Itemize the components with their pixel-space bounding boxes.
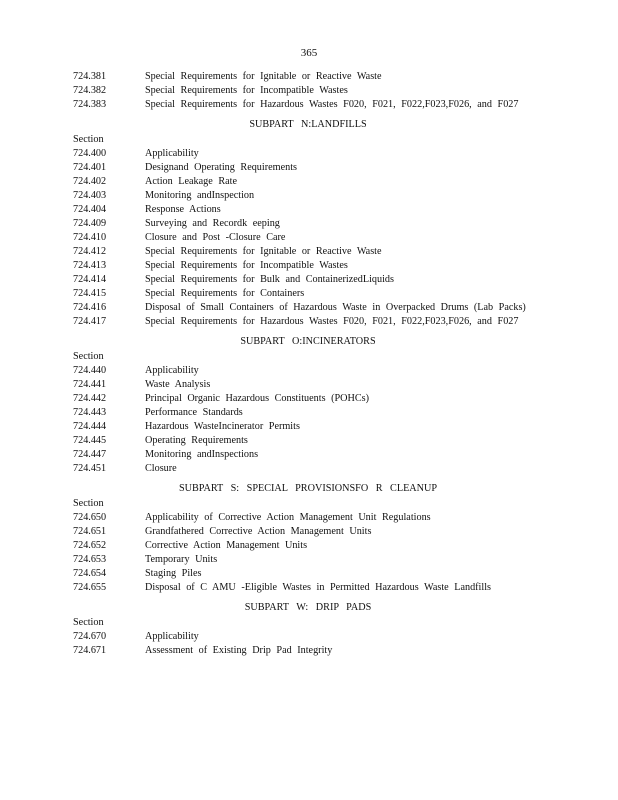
section-number: 724.447 [73,449,107,460]
section-title: Monitoring andInspection [145,190,255,201]
toc-entry [73,217,533,231]
section-number: 724.653 [73,554,107,565]
subpart-heading: SUBPART W: DRIP PADS [244,602,372,613]
toc-entry [73,511,533,525]
section-title: Closure [145,463,177,474]
toc-entry [73,175,533,189]
section-label: Section [73,498,104,509]
section-number: 724.671 [73,645,107,656]
section-title: Applicability [145,148,199,159]
toc-entry [73,301,533,315]
section-title: Applicability [145,631,199,642]
section-number: 724.383 [73,99,107,110]
section-number: 724.655 [73,582,107,593]
section-title: Action Leakage Rate [145,176,237,187]
section-title: Special Requirements for Incompatible Wastes [145,85,348,96]
section-number: 724.445 [73,435,107,446]
section-number: 724.401 [73,162,107,173]
toc-entry [73,392,533,406]
section-label: Section [73,134,104,145]
section-title: Principal Organic Hazardous Constituents (POHCs) [145,393,370,404]
section-title: Monitoring andInspections [145,449,259,460]
section-title: Hazardous WasteIncinerator Permits [145,421,300,432]
section-number: 724.451 [73,463,107,474]
subparts [73,118,533,658]
section-number: 724.412 [73,246,107,257]
section-number: 724.414 [73,274,107,285]
toc-entry [73,287,533,301]
section-title: Special Requirements for Containers [145,288,305,299]
toc-entry [73,420,533,434]
toc-entry [73,98,533,112]
section-number: 724.410 [73,232,107,243]
toc-entry [73,315,533,329]
section-title: Temporary Units [145,554,218,565]
section-number: 724.650 [73,512,107,523]
section-number: 724.416 [73,302,107,313]
section-title: Special Requirements for Ignitable or Reactive Waste [145,246,382,257]
section-title: Applicability of Corrective Action Management Unit Regulations [145,512,431,523]
toc-entry [73,630,533,644]
toc-entry [73,406,533,420]
toc-entry [73,364,533,378]
table-of-contents [73,70,533,658]
section-title: Disposal of Small Containers of Hazardous Waste in Overpacked Drums (Lab Packs) [145,302,526,313]
toc-entry [73,259,533,273]
section-title: Operating Requirements [145,435,248,446]
section-number: 724.442 [73,393,107,404]
section-title: Applicability [145,365,199,376]
toc-entry [73,553,533,567]
toc-entry [73,644,533,658]
subpart-heading: SUBPART S: SPECIAL PROVISIONSFO R CLEANUP [178,483,438,494]
section-number: 724.670 [73,631,107,642]
section-number: 724.415 [73,288,107,299]
section-title: Designand Operating Requirements [145,162,297,173]
toc-entry [73,231,533,245]
section-number: 724.440 [73,365,107,376]
section-number: 724.417 [73,316,107,327]
section-number: 724.409 [73,218,107,229]
page-number: 365 [300,47,318,59]
section-number: 724.400 [73,148,107,159]
section-title: Special Requirements for Incompatible Wastes [145,260,348,271]
toc-entry [73,448,533,462]
toc-entry [73,567,533,581]
section-title: Corrective Action Management Units [145,540,308,551]
section-title: Special Requirements for Ignitable or Reactive Waste [145,71,382,82]
toc-entry [73,539,533,553]
section-number: 724.441 [73,379,107,390]
section-title: Grandfathered Corrective Action Management Units [145,526,372,537]
section-number: 724.444 [73,421,107,432]
toc-entry [73,525,533,539]
toc-entry [73,245,533,259]
toc-entry [73,462,533,476]
toc-entry [73,203,533,217]
section-number: 724.404 [73,204,107,215]
section-number: 724.443 [73,407,107,418]
toc-entry [73,434,533,448]
section-title: Performance Standards [145,407,243,418]
section-title: Special Requirements for Bulk and ContainerizedLiquids [145,274,394,285]
section-title: Closure and Post -Closure Care [145,232,286,243]
toc-entry [73,147,533,161]
toc-entry [73,581,533,595]
section-label: Section [73,617,104,628]
section-title: Disposal of C AMU -Eligible Wastes in Permitted Hazardous Waste Landfills [145,582,492,593]
section-title: Special Requirements for Hazardous Wastes F020, F021, F022,F023,F026, and F027 [145,316,519,327]
toc-entry [73,378,533,392]
section-number: 724.651 [73,526,107,537]
section-title: Surveying and Recordk eeping [145,218,280,229]
intro-entries [73,70,533,112]
toc-entry [73,189,533,203]
section-number: 724.381 [73,71,107,82]
toc-entry [73,161,533,175]
section-title: Response Actions [145,204,221,215]
section-title: Staging Piles [145,568,202,579]
section-title: Special Requirements for Hazardous Wastes F020, F021, F022,F023,F026, and F027 [145,99,519,110]
section-number: 724.402 [73,176,107,187]
subpart-heading: SUBPART N:LANDFILLS [249,119,367,130]
section-title: Assessment of Existing Drip Pad Integrity [145,645,333,656]
toc-entry [73,273,533,287]
section-number: 724.654 [73,568,107,579]
section-title: Waste Analysis [145,379,211,390]
section-number: 724.382 [73,85,107,96]
toc-entry [73,84,533,98]
section-number: 724.413 [73,260,107,271]
section-number: 724.652 [73,540,107,551]
toc-entry [73,70,533,84]
subpart-heading: SUBPART O:INCINERATORS [240,336,376,347]
section-label: Section [73,351,104,362]
section-number: 724.403 [73,190,107,201]
